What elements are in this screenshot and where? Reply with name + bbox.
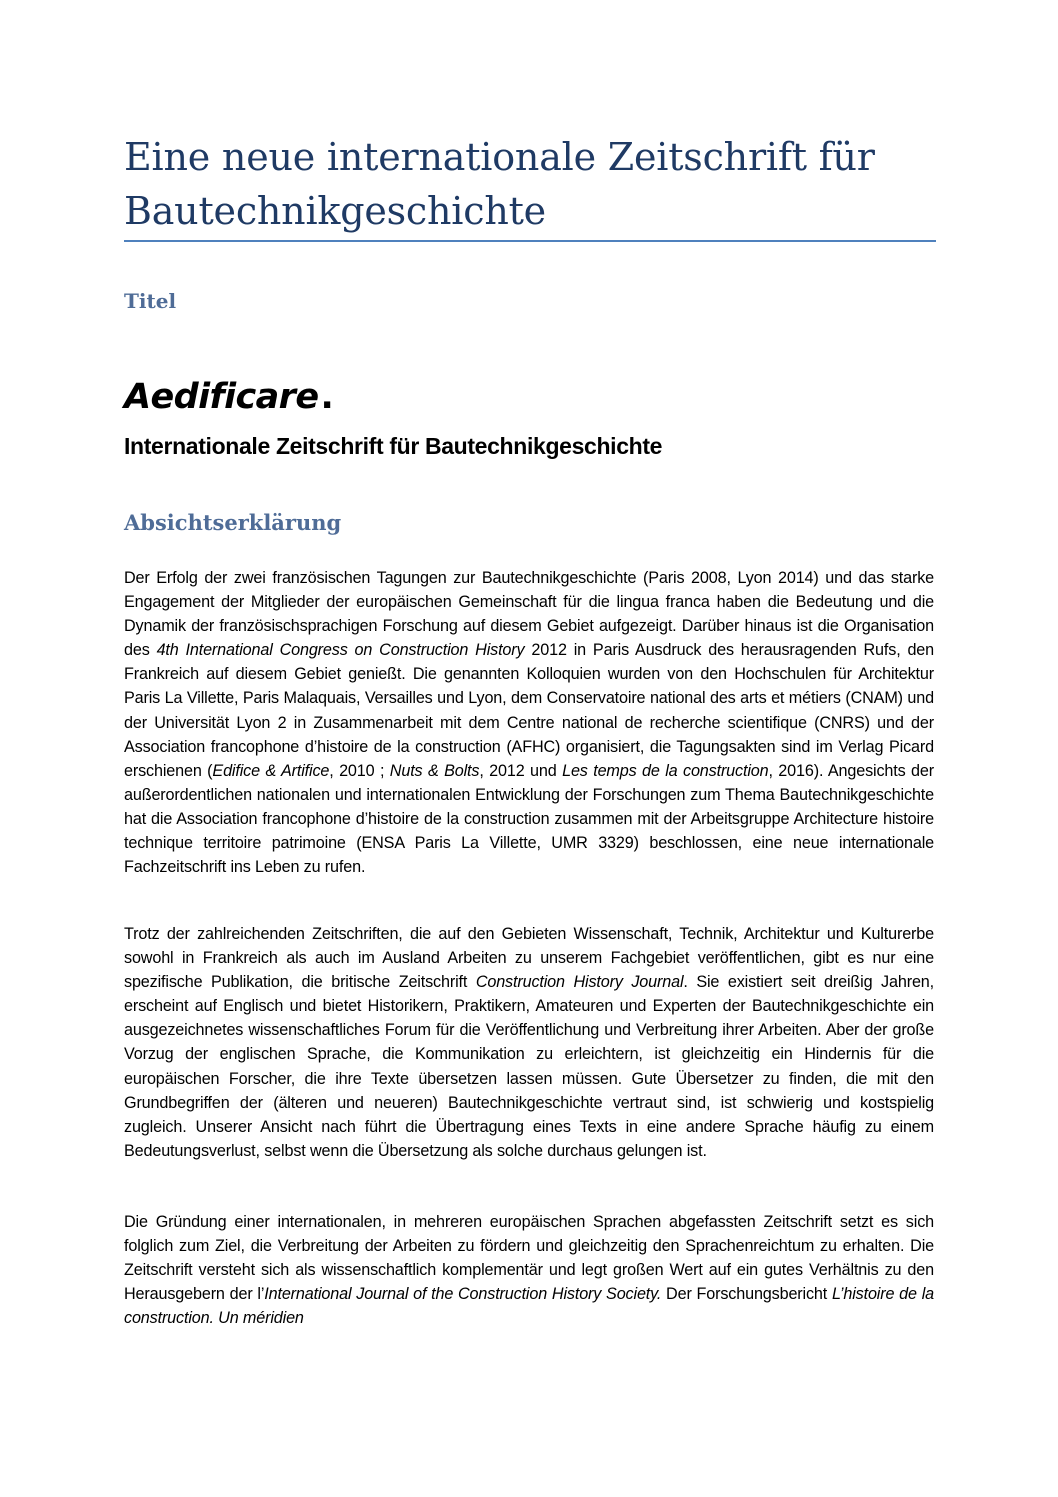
journal-name-period: .	[320, 377, 334, 417]
paragraph-2	[124, 922, 934, 1163]
paragraph-1-text-e: , 2016). Angesichts der außerordentlichen nationalen und internationalen Entwicklung der Forschungen zum Thema Bautechnikgeschichte hat die Association francophone d’histoire de la construction zusammen mit der Arbeitsgruppe Architecture histoire technique territoire patrimoine (ENSA Paris La Villette, UMR 3329) beschlossen, eine neue internationale Fachzeitschrift ins Leben zu rufen.	[124, 761, 935, 877]
journal-name-text: Aedificare	[124, 377, 319, 417]
paragraph-1-italic-nuts-bolts: Nuts & Bolts	[389, 761, 480, 780]
title-underline-rule	[124, 240, 936, 242]
section-heading-absichtserklaerung: Absichtserklärung	[124, 510, 342, 535]
paragraph-3	[124, 1210, 934, 1330]
journal-name	[124, 374, 333, 420]
document-title: Eine neue internationale Zeitschrift für Bautechnikgeschichte	[124, 135, 875, 233]
paragraph-3-text-b: Der Forschungsbericht	[661, 1285, 832, 1304]
paragraph-1-italic-temps: Les temps de la construction	[562, 761, 769, 780]
section-heading-titel: Titel	[124, 289, 177, 313]
paragraph-1-text-b: 2012 in Paris Ausdruck des herausragenden Rufs, den Frankreich auf diesem Gebiet genießt. Die genannten Kolloquien wurden von den Hochschulen für Architektur Paris La Villette, Paris Malaquais, Versailles und Lyon, dem Conservatoire national des arts et métiers (CNAM) und der Universität Lyon 2 in Zusammenarbeit mit dem Centre national de recherche scientifique (CNRS) und der Association francophone d’histoire de la construction (AFHC) organisiert, die Tagungsakten sind im Verlag Picard erschienen (	[124, 641, 935, 780]
paragraph-1-text-c: , 2010 ;	[329, 761, 390, 780]
paragraph-3-text-a: Die Gründung einer internationalen, in mehreren europäischen Sprachen abgefassten Zeitschrift setzt es sich folglich zum Ziel, die Verbreitung der Arbeiten zu fördern und gleichzeitig den Sprachenreichtum zu erhalten. Die Zeitschrift versteht sich als wissenschaftlich komplementär und legt großen Wert auf ein gutes Verhältnis zu den Herausgebern der l’	[124, 1213, 934, 1304]
paragraph-1-italic-edifice: Edifice & Artifice	[212, 761, 330, 780]
paragraph-1-text-a: Der Erfolg der zwei französischen Tagungen zur Bautechnikgeschichte (Paris 2008, Lyon 2014) und das starke Engagement der Mitglieder der europäischen Gemeinschaft für die lingua franca haben die Bedeutung und die Dynamik der französischsprachigen Forschung auf diesem Gebiet aufgezeigt. Darüber hinaus ist die Organisation des	[124, 569, 934, 660]
paragraph-2-text-b: . Sie existiert seit dreißig Jahren, erscheint auf Englisch und bietet Historikern, Praktikern, Amateuren und Experten der Bautechnikgeschichte ein ausgezeichnetes wissenschaftliches Forum für die Veröffentlichung und Verbreitung ihrer Arbeiten. Aber der große Vorzug der englischen Sprache, die Kommunikation zu erleichtern, ist gleichzeitig ein Hindernis für die europäischen Forscher, die ihre Texte übersetzen lassen müssen. Gute Übersetzer zu finden, die mit den Grundbegriffen der (älteren und neueren) Bautechnikgeschichte vertraut sind, ist schwierig und kostspielig zugleich. Unserer Ansicht nach führt die Übertragung eines Texts in eine andere Sprache häufig zu einem Bedeutungsverlust, selbst wenn die Übersetzung als solche durchaus gelungen ist.	[124, 973, 934, 1160]
paragraph-1-text-d: , 2012 und	[479, 761, 563, 780]
paragraph-3-italic-international-journal: International Journal of the Construction History Society.	[264, 1285, 662, 1304]
journal-subtitle: Internationale Zeitschrift für Bautechnikgeschichte	[124, 433, 663, 459]
paragraph-2-italic-journal: Construction History Journal	[475, 973, 684, 992]
paragraph-3-italic-histoire: L’histoire de la construction. Un méridien	[124, 1285, 934, 1328]
paragraph-1-italic-congress: 4th International Congress on Construction History	[156, 641, 525, 660]
paragraph-1	[124, 566, 934, 879]
paragraph-2-text-a: Trotz der zahlreichenden Zeitschriften, die auf den Gebieten Wissenschaft, Technik, Architektur und Kulturerbe sowohl in Frankreich als auch im Ausland Arbeiten zu unserem Fachgebiet veröffentlichen, gibt es nur eine spezifische Publikation, die britische Zeitschrift	[124, 925, 934, 992]
